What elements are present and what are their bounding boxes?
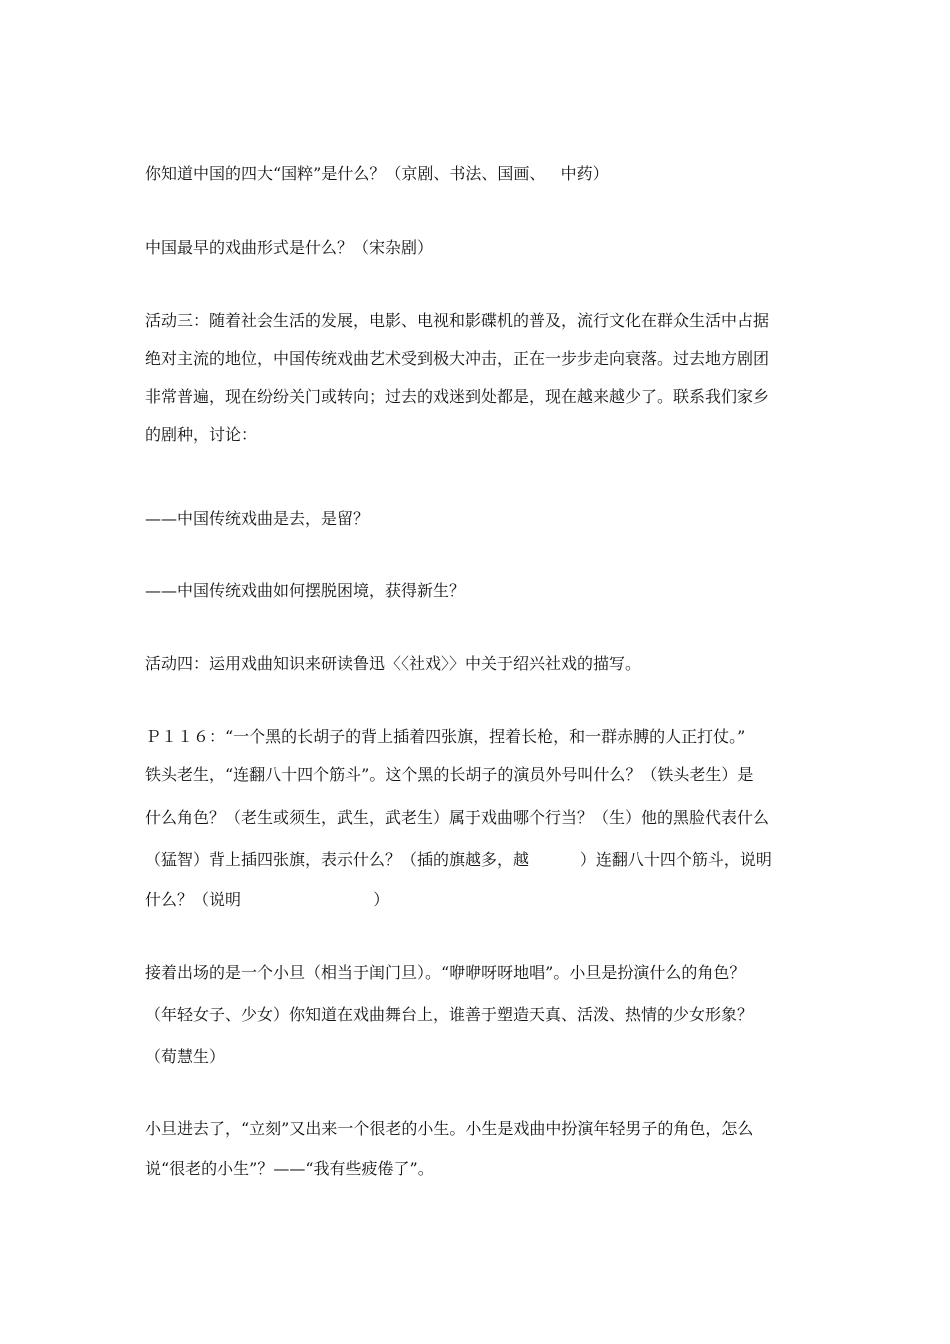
paragraph-line: 什么？（说明 ） xyxy=(145,890,390,909)
question-earliest-opera: 中国最早的戏曲形式是什么？（宋杂剧） xyxy=(145,238,434,257)
paragraph-line: 铁头老生，“连翻八十四个筋斗”。这个黑的长胡子的演员外号叫什么？（铁头老生）是 xyxy=(145,765,754,784)
question-guocui: 你知道中国的四大“国粹”是什么？（京剧、书法、国画、 中药） xyxy=(145,164,609,183)
discussion-question-one: ——中国传统戏曲是去，是留？ xyxy=(145,509,370,528)
activity-four-line: 活动四：运用戏曲知识来研读鲁迅〈〈社戏〉〉中关于绍兴社戏的描写。 xyxy=(145,654,642,673)
paragraph-line: 活动三：随着社会生活的发展，电影、电视和影碟机的普及，流行文化在群众生活中占据 xyxy=(145,311,770,330)
paragraph-line: 什么角色？（老生或须生，武生，武老生）属于戏曲哪个行当？（生）他的黑脸代表什么 xyxy=(145,808,770,827)
paragraph-line: 的剧种，讨论： xyxy=(145,425,258,444)
paragraph-line: （荀慧生） xyxy=(145,1047,226,1066)
discussion-question-two: ——中国传统戏曲如何摆脱困境，获得新生？ xyxy=(145,581,466,600)
paragraph-line: Ｐ１１６：“一个黑的长胡子的背上插着四张旗，捏着长枪，和一群赤膊的人正打仗。” xyxy=(145,727,746,746)
paragraph-line: 绝对主流的地位，中国传统戏曲艺术受到极大冲击，正在一步步走向衰落。过去地方剧团 xyxy=(145,349,770,368)
paragraph-line: （猛智）背上插四张旗，表示什么？（插的旗越多，越 ）连翻八十四个筋斗，说明 xyxy=(145,850,772,869)
paragraph-line: （年轻女子、少女）你知道在戏曲舞台上，谁善于塑造天真、活泼、热情的少女形象？ xyxy=(145,1005,754,1024)
paragraph-line: 小旦进去了，“立刻”又出来一个很老的小生。小生是戏曲中扮演年轻男子的角色，怎么 xyxy=(145,1119,754,1138)
paragraph-line: 说“很老的小生”？——“我有些疲倦了”。 xyxy=(145,1159,434,1178)
paragraph-line: 接着出场的是一个小旦（相当于闺门旦）。“咿咿呀呀地唱”。小旦是扮演什么的角色？ xyxy=(145,963,746,982)
paragraph-line: 非常普遍，现在纷纷关门或转向；过去的戏迷到处都是，现在越来越少了。联系我们家乡 xyxy=(145,387,770,406)
